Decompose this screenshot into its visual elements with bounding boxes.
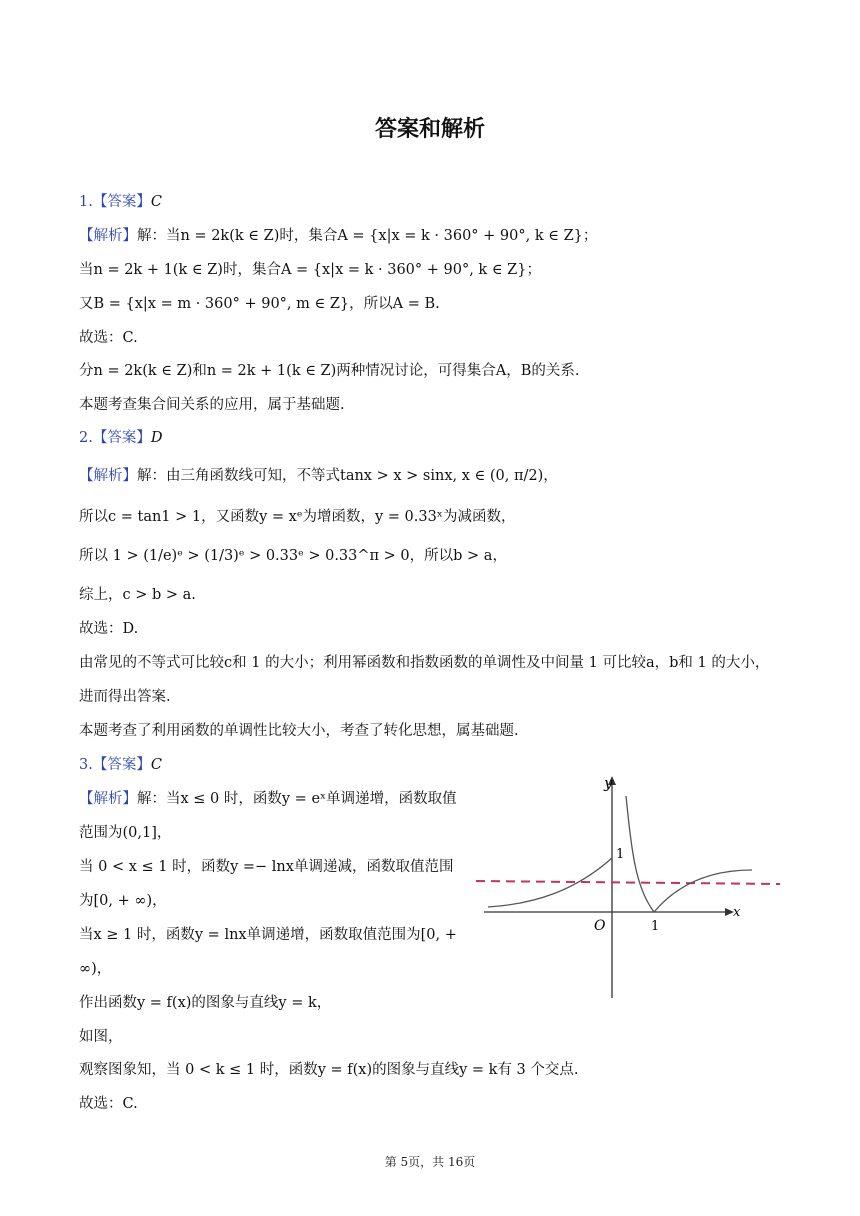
- q2-text-1: 所以c = tan1 > 1，又函数y = xᵉ为增函数，y = 0.33ˣ为减函数，: [79, 509, 516, 525]
- q3-text-8: 观察图象知，当 0 < k ≤ 1 时，函数y = f(x)的图象与直线y = k有 3 个交点.: [79, 1062, 579, 1078]
- q3-function-graph: [476, 770, 786, 1005]
- q3-answer: C: [150, 757, 162, 773]
- q3-text-9: 故选：C.: [79, 1096, 138, 1112]
- q3-analysis-line-0: [79, 789, 457, 809]
- q3-text-3: 为[0, + ∞)，: [79, 893, 167, 909]
- q1-text-0: 解：当n = 2k(k ∈ Z)时，集合A = {x|x = k · 360° + 90°, k ∈ Z}；: [137, 228, 598, 244]
- q2-text-3: 综上，c > b > a.: [79, 587, 196, 603]
- q1-text-4: 分n = 2k(k ∈ Z)和n = 2k + 1(k ∈ Z)两种情况讨论，可得集合A，B的关系.: [79, 363, 580, 379]
- q1-analysis-line-0: [79, 226, 597, 246]
- q3-text-4: 当x ≥ 1 时，函数y = lnx单调递增，函数取值范围为[0, +: [79, 927, 457, 943]
- y-axis-label: y: [604, 774, 613, 792]
- q2-text-0: 解：由三角函数线可知，不等式tanx > x > sinx, x ∈ (0, π/2)，: [137, 468, 558, 484]
- q1-number: 1.: [79, 194, 93, 210]
- q3-text-1: 范围为(0,1]，: [79, 825, 172, 841]
- q3-text-6: 作出函数y = f(x)的图象与直线y = k，: [79, 995, 332, 1011]
- q1-text-3: 故选：C.: [79, 330, 138, 346]
- q2-text-6: 进而得出答案.: [79, 689, 171, 705]
- page-footer: 第 5页，共 16页: [384, 1155, 476, 1169]
- q1-analysis-tag: 【解析】: [79, 228, 137, 244]
- origin-label: O: [594, 918, 606, 934]
- q1-text-5: 本题考查集合间关系的应用，属于基础题.: [79, 397, 345, 413]
- y-one-label: 1: [616, 847, 625, 862]
- q2-number: 2.: [79, 430, 93, 446]
- x-axis-label: x: [733, 905, 741, 920]
- curve-neg-ln: [626, 796, 654, 912]
- q2-answer-tag: 【答案】: [92, 430, 151, 446]
- q3-text-2: 当 0 < x ≤ 1 时，函数y =− lnx单调递减，函数取值范围: [79, 859, 454, 875]
- curve-exp: [488, 858, 612, 907]
- q2-answer-line: [79, 428, 162, 448]
- q3-answer-line: [79, 755, 162, 775]
- q3-text-5: ∞)，: [79, 961, 112, 977]
- x-one-label: 1: [651, 919, 660, 934]
- q1-answer-line: [79, 192, 162, 212]
- q1-text-1: 当n = 2k + 1(k ∈ Z)时，集合A = {x|x = k · 360° + 90°, k ∈ Z}；: [79, 262, 541, 278]
- q2-analysis-line-0: [79, 466, 558, 486]
- q3-analysis-tag: 【解析】: [79, 791, 137, 807]
- q2-text-4: 故选：D.: [79, 621, 139, 637]
- q1-text-2: 又B = {x|x = m · 360° + 90°, m ∈ Z}，所以A = B.: [79, 296, 440, 312]
- q3-text-7: 如图，: [79, 1029, 123, 1045]
- q2-answer: D: [150, 430, 163, 446]
- q2-text-5: 由常见的不等式可比较c和 1 的大小；利用幂函数和指数函数的单调性及中间量 1 可比较a，b和 1 的大小，: [79, 655, 770, 671]
- q3-number: 3.: [79, 757, 93, 773]
- line-y-equals-k: [476, 881, 780, 884]
- q1-answer: C: [150, 194, 162, 210]
- q2-analysis-tag: 【解析】: [79, 468, 137, 484]
- page-title: 答案和解析: [374, 117, 485, 142]
- q3-answer-tag: 【答案】: [92, 757, 151, 773]
- q3-text-0: 解：当x ≤ 0 时，函数y = eˣ单调递增，函数取值: [137, 791, 457, 807]
- q2-text-7: 本题考查了利用函数的单调性比较大小，考查了转化思想，属基础题.: [79, 723, 519, 739]
- q2-text-2: 所以 1 > (1/e)ᵉ > (1/3)ᵉ > 0.33ᵉ > 0.33^π > 0，所以b > a，: [79, 548, 507, 564]
- q1-answer-tag: 【答案】: [92, 194, 151, 210]
